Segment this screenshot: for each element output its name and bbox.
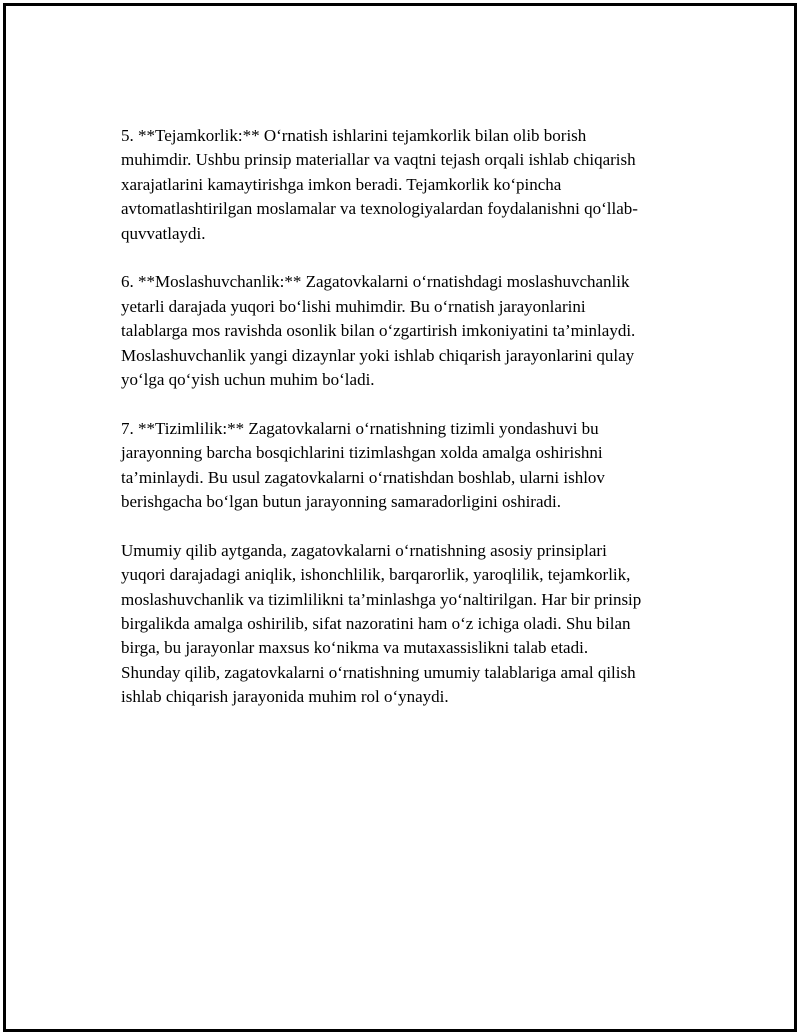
text-line: quvvatlaydi. [121,223,206,243]
text-line: avtomatlashtirilgan moslamalar va texnologiyalardan foydalanishni qo‘llab- [121,199,638,219]
text-line: berishgacha bo‘lgan butun jarayonning samaradorligini oshiradi. [121,492,561,512]
text-line: jarayonning barcha bosqichlarini tizimlashgan xolda amalga oshirishni [121,443,603,463]
text-line: Shunday qilib, zagatovkalarni o‘rnatishning umumiy talablariga amal qilish [121,662,636,682]
text-line: muhimdir. Ushbu prinsip materiallar va vaqtni tejash orqali ishlab chiqarish [121,150,636,170]
text-line: ta’minlaydi. Bu usul zagatovkalarni o‘rnatishdan boshlab, ularni ishlov [121,467,605,487]
paragraph-moslashuvchanlik [121,270,686,392]
paragraph-tejamkorlik [121,124,686,246]
text-line: xarajatlarini kamaytirishga imkon beradi. Tejamkorlik ko‘pincha [121,174,562,194]
text-line: ishlab chiqarish jarayonida muhim rol o‘ynaydi. [121,687,449,707]
text-line: yetarli darajada yuqori bo‘lishi muhimdir. Bu o‘rnatish jarayonlarini [121,296,586,316]
document-page [3,3,797,1032]
text-line: talablarga mos ravishda osonlik bilan o‘zgartirish imkoniyatini ta’minlaydi. [121,321,636,341]
text-line: Umumiy qilib aytganda, zagatovkalarni o‘rnatishning asosiy prinsiplari [121,540,607,560]
text-line: 6. **Moslashuvchanlik:** Zagatovkalarni o‘rnatishdagi moslashuvchanlik [121,272,630,292]
text-line: Moslashuvchanlik yangi dizaynlar yoki ishlab chiqarish jarayonlarini qulay [121,345,635,365]
document-body [121,124,686,734]
text-line: yuqori darajadagi aniqlik, ishonchlilik, barqarorlik, yaroqlilik, tejamkorlik, [121,565,631,585]
text-line: moslashuvchanlik va tizimlilikni ta’minlashga yo‘naltirilgan. Har bir prinsip [121,589,642,609]
text-line: birga, bu jarayonlar maxsus ko‘nikma va mutaxassislikni talab etadi. [121,638,589,658]
text-line: 5. **Tejamkorlik:** O‘rnatish ishlarini tejamkorlik bilan olib borish [121,126,587,145]
text-line: yo‘lga qo‘yish uchun muhim bo‘ladi. [121,370,375,390]
text-line: 7. **Tizimlilik:** Zagatovkalarni o‘rnatishning tizimli yondashuvi bu [121,418,599,438]
paragraph-summary [121,539,686,710]
text-line: birgalikda amalga oshirilib, sifat nazoratini ham o‘z ichiga oladi. Shu bilan [121,614,631,634]
paragraph-tizimlilik [121,417,686,515]
